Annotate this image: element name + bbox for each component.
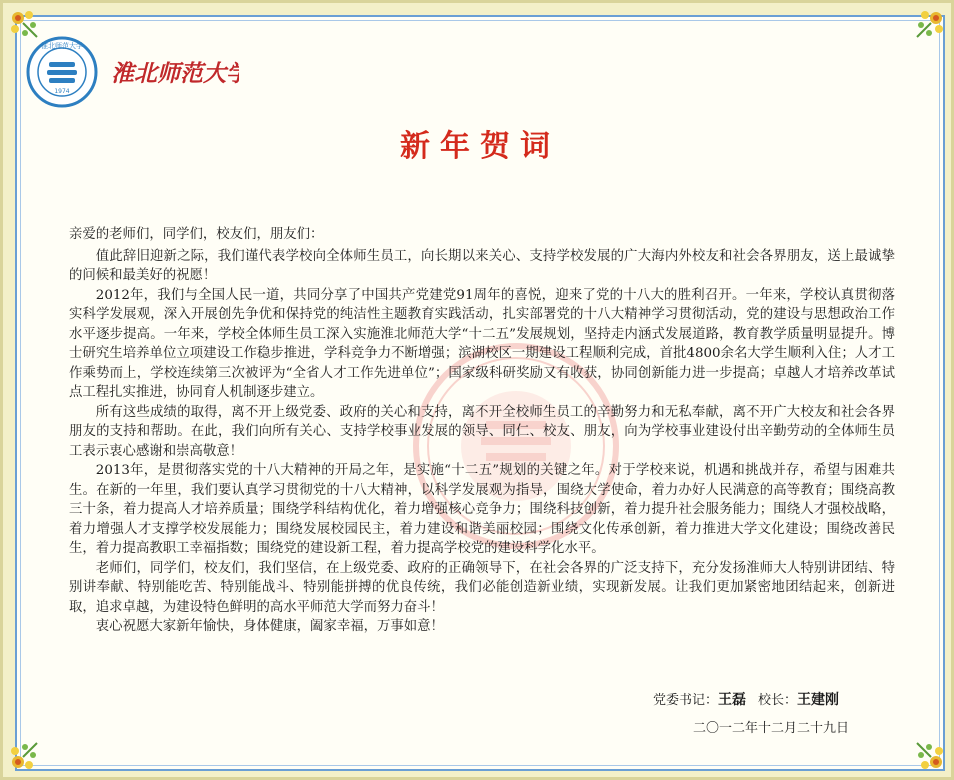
university-name-logo <box>109 53 239 89</box>
letter-paragraph: 所有这些成绩的取得，离不开上级党委、政府的关心和支持，离不开全校师生员工的辛勤努力和无私奉献，离不开广大校友和社会各界朋友的支持和帮助。在此，我们向所有关心、支持学校事业发展的领导、同仁、校友、朋友，向为学校事业建设付出辛勤劳动的全体师生员工表示衷心感谢和崇高敬意！ <box>69 404 895 459</box>
letter-paragraph: 值此辞旧迎新之际，我们谨代表学校向全体师生员工，向长期以来关心、支持学校发展的广大海内外校友和社会各界朋友，送上最诚挚的问候和最美好的祝愿！ <box>69 248 895 283</box>
letter-paragraph: 老师们，同学们，校友们，我们坚信，在上级党委、政府的正确领导下，在社会各界的广泛支持下，充分发扬淮师大人特别讲团结、特别讲奉献、特别能吃苦、特别能战斗、特别能拼搏的优良传统，我们必能创造新业绩，实现新发展。让我们更加紧密地团结起来，创新进取，追求卓越，为建设特色鲜明的高水平师范大学而努力奋斗！ <box>69 560 895 615</box>
secretary-name: 王磊 <box>718 692 747 708</box>
secretary-label: 党委书记： <box>653 693 719 708</box>
svg-text:淮北师范大学: 淮北师范大学 <box>41 42 83 50</box>
letter-date: 二〇一二年十二月二十九日 <box>693 721 850 736</box>
letter-paragraph: 衷心祝愿大家新年愉快，身体健康，阖家幸福，万事如意！ <box>95 619 444 634</box>
flower-corner-icon <box>911 9 945 43</box>
svg-text:淮北师范大学: 淮北师范大学 <box>111 60 239 87</box>
letter-paragraph: 2012年，我们与全国人民一道，共同分享了中国共产党建党91周年的喜悦，迎来了党的十八大的胜利召开。一年来，学校认真贯彻落实科学发展观，深入开展创先争优和保持党的纯洁性主题教育实践活动，扎实部署党的十八大精神学习贯彻活动，党的建设与思想政治工作水平逐步提高。一年来，学校全体师生员工深入实施淮北师范大学“十二五”发展规划，坚持走内涵式发展道路，教育教学质量明显提升。博士研究生培养单位立项建设工作稳步推进，学科竞争力不断增强；滨湖校区一期建设工程顺利完成，首批4800余名大学生顺利入住；人才工作乘势而上，学校连续第三次被评为“全省人才工作先进单位”；国家级科研奖励又有收获，协同创新能力进一步提高；卓越人才培养改革试点工程扎实推进，协同育人机制逐步建立。 <box>69 287 895 400</box>
letter-greeting: 亲爱的老师们，同学们，校友们，朋友们： <box>69 227 324 242</box>
president-signature <box>758 689 839 709</box>
university-badge-logo <box>25 35 99 109</box>
flower-corner-icon <box>911 737 945 771</box>
svg-text:1974: 1974 <box>54 88 70 95</box>
letter-paragraph: 2013年，是贯彻落实党的十八大精神的开局之年，是实施“十二五”规划的关键之年。对于学校来说，机遇和挑战并存，希望与困难共生。在新的一年里，我们要认真学习贯彻党的十八大精神，以科学发展观为指导，围绕大学使命，着力办好人民满意的高等教育；围绕高教三十条，着力提高人才培养质量；围绕学科结构优化，着力增强核心竞争力；围绕科技创新，着力提升社会服务能力；围绕人才强校战略，着力增强人才支撑学校发展能力；围绕发展校园民主，着力建设和谐美丽校园；围绕文化传承创新，着力推进大学文化建设；围绕改善民生，着力提高教职工幸福指数；围绕党的建设新工程，着力提高学校党的建设科学化水平。 <box>69 463 895 556</box>
president-name: 王建刚 <box>797 692 840 708</box>
flower-corner-icon <box>9 737 43 771</box>
letter-body <box>69 225 895 637</box>
secretary-signature <box>653 689 746 709</box>
page-title: 新年贺词 <box>400 129 560 164</box>
president-label: 校长： <box>758 693 798 708</box>
